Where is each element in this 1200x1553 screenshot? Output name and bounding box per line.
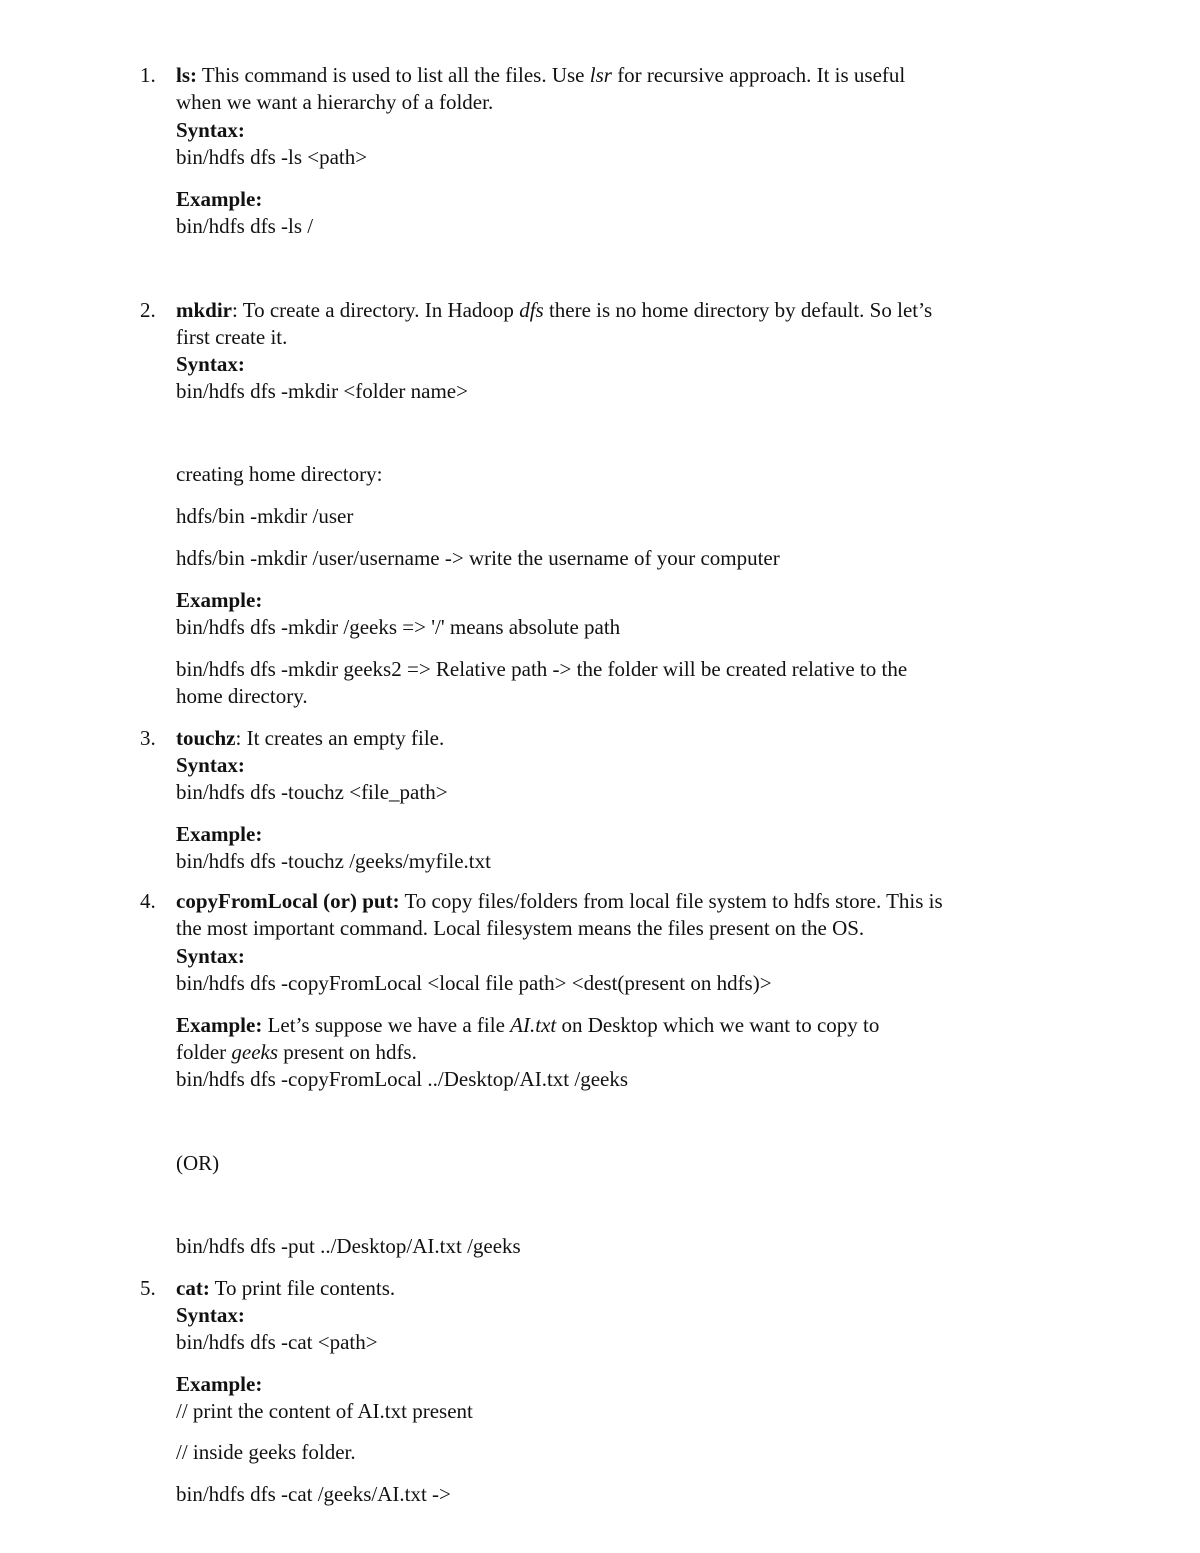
example-command: bin/hdfs dfs -put ../Desktop/AI.txt /geeks bbox=[176, 1234, 521, 1258]
item-description: cat: To print file contents. bbox=[176, 1276, 396, 1300]
example-command: bin/hdfs dfs -cat /geeks/AI.txt -> bbox=[176, 1482, 451, 1506]
syntax-command: bin/hdfs dfs -ls <path> bbox=[176, 145, 368, 169]
example-command: bin/hdfs dfs -touchz /geeks/myfile.txt bbox=[176, 849, 491, 873]
example-description: Example: Let’s suppose we have a file AI.txt on Desktop which we want to copy to bbox=[176, 1013, 880, 1037]
example-command: bin/hdfs dfs -ls / bbox=[176, 214, 314, 238]
or-separator: (OR) bbox=[176, 1151, 220, 1175]
syntax-label: Syntax: bbox=[176, 1303, 245, 1327]
syntax-command: bin/hdfs dfs -touchz <file_path> bbox=[176, 780, 448, 804]
example-description-cont: folder geeks present on hdfs. bbox=[176, 1040, 417, 1064]
example-command: bin/hdfs dfs -copyFromLocal ../Desktop/AI.txt /geeks bbox=[176, 1067, 629, 1091]
command-term: touchz bbox=[176, 726, 236, 750]
item-description: mkdir: To create a directory. In Hadoop dfs there is no home directory by default. So let’s bbox=[176, 298, 933, 322]
syntax-label: Syntax: bbox=[176, 118, 245, 142]
list-number: 3. bbox=[140, 726, 156, 750]
command-term: cat: bbox=[176, 1276, 210, 1300]
emphasis: dfs bbox=[519, 298, 544, 322]
home-directory-heading: creating home directory: bbox=[176, 462, 383, 486]
example-label: Example: bbox=[176, 822, 263, 846]
list-number: 1. bbox=[140, 63, 156, 87]
item-description: copyFromLocal (or) put: To copy files/folders from local file system to hdfs store. This is bbox=[176, 889, 943, 913]
item-description: touchz: It creates an empty file. bbox=[176, 726, 445, 750]
syntax-label: Syntax: bbox=[176, 753, 245, 777]
item-description: ls: This command is used to list all the files. Use lsr for recursive approach. It is useful bbox=[176, 63, 906, 87]
emphasis: geeks bbox=[231, 1040, 279, 1064]
command-term: mkdir bbox=[176, 298, 233, 322]
item-description-cont: the most important command. Local filesystem means the files present on the OS. bbox=[176, 916, 865, 940]
example-label: Example: bbox=[176, 1372, 263, 1396]
example-label: Example: bbox=[176, 1013, 263, 1037]
item-description-cont: first create it. bbox=[176, 325, 288, 349]
syntax-label: Syntax: bbox=[176, 352, 245, 376]
syntax-label: Syntax: bbox=[176, 944, 245, 968]
list-number: 2. bbox=[140, 298, 156, 322]
item-description-cont: when we want a hierarchy of a folder. bbox=[176, 90, 494, 114]
home-directory-command: hdfs/bin -mkdir /user bbox=[176, 504, 354, 528]
example-command: bin/hdfs dfs -mkdir geeks2 => Relative path -> the folder will be created relative to the bbox=[176, 657, 908, 681]
command-term: copyFromLocal (or) put: bbox=[176, 889, 400, 913]
example-label: Example: bbox=[176, 187, 263, 211]
emphasis: AI.txt bbox=[510, 1013, 557, 1037]
example-command-cont: home directory. bbox=[176, 684, 308, 708]
list-number: 5. bbox=[140, 1276, 156, 1300]
syntax-command: bin/hdfs dfs -copyFromLocal <local file path> <dest(present on hdfs)> bbox=[176, 971, 772, 995]
example-label: Example: bbox=[176, 588, 263, 612]
syntax-command: bin/hdfs dfs -mkdir <folder name> bbox=[176, 379, 468, 403]
syntax-command: bin/hdfs dfs -cat <path> bbox=[176, 1330, 378, 1354]
emphasis: lsr bbox=[589, 63, 612, 87]
example-command: bin/hdfs dfs -mkdir /geeks => '/' means absolute path bbox=[176, 615, 621, 639]
home-directory-command: hdfs/bin -mkdir /user/username -> write the username of your computer bbox=[176, 546, 780, 570]
command-term: ls: bbox=[176, 63, 197, 87]
code-comment: // inside geeks folder. bbox=[176, 1440, 356, 1464]
list-number: 4. bbox=[140, 889, 156, 913]
code-comment: // print the content of AI.txt present bbox=[176, 1399, 473, 1423]
